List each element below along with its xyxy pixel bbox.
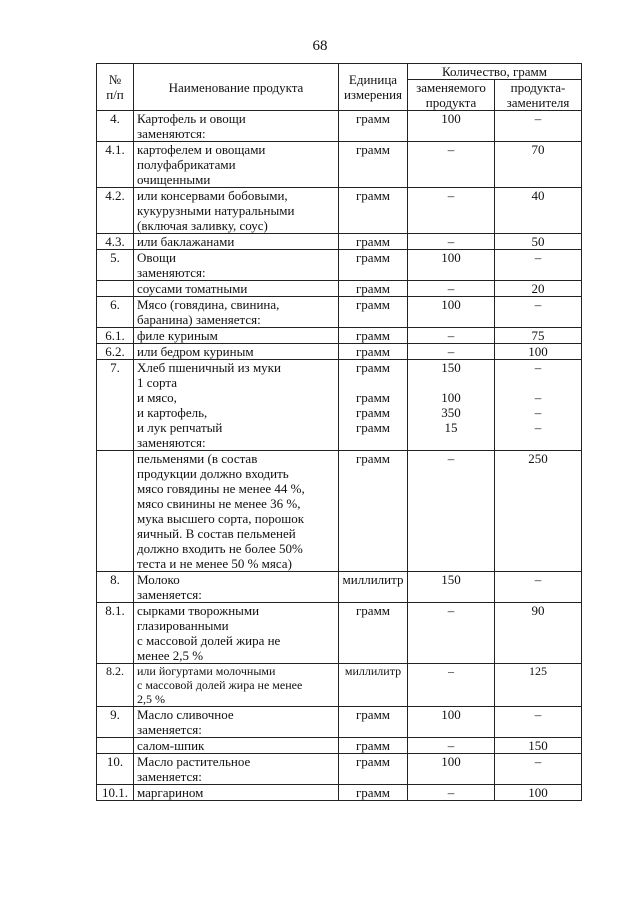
replaced-qty-value: – — [447, 281, 455, 296]
header-substitute-line2: заменителя — [506, 95, 570, 110]
substitute-qty-cell — [495, 328, 582, 344]
substitute-qty-cell — [495, 707, 582, 738]
header-unit-line1: Единица — [348, 72, 398, 87]
substitute-qty-value: – — [534, 390, 542, 405]
unit-cell — [339, 754, 408, 785]
product-name-line: полуфабрикатами — [137, 157, 236, 172]
replaced-qty-cell — [408, 297, 495, 328]
replaced-qty-value: – — [447, 344, 455, 359]
product-name-line: заменяется: — [137, 587, 202, 602]
substitute-qty-value: 100 — [528, 785, 548, 800]
product-name-line: заменяется: — [137, 769, 202, 784]
product-name-line: мясо говядины не менее 44 %, — [137, 481, 305, 496]
substitute-qty-value — [498, 375, 578, 390]
product-name-line: яичный. В состав пельменей — [137, 526, 296, 541]
product-name-cell — [134, 360, 339, 451]
table-row — [97, 707, 582, 738]
product-name-line: баранина) заменяется: — [137, 312, 261, 327]
table-row — [97, 297, 582, 328]
unit-cell — [339, 297, 408, 328]
unit-value: миллилитр — [344, 664, 402, 678]
product-name-line: с массовой долей жира не менее — [137, 678, 303, 692]
unit-value: грамм — [355, 328, 391, 343]
replaced-qty-cell — [408, 664, 495, 707]
replaced-qty-value: 350 — [441, 405, 461, 420]
unit-value: грамм — [355, 390, 391, 405]
product-name-line: и картофель, — [137, 405, 208, 420]
substitute-qty-cell — [495, 360, 582, 451]
unit-cell — [339, 111, 408, 142]
unit-value: грамм — [355, 281, 391, 296]
header-substitute — [495, 80, 582, 111]
header-unit-line2: измерения — [343, 87, 403, 102]
substitute-qty-value: 20 — [531, 281, 545, 296]
product-name-line: заменяются: — [137, 435, 206, 450]
unit-value: грамм — [355, 451, 391, 466]
product-name-line: или баклажанами — [137, 234, 235, 249]
replaced-qty-value: – — [447, 785, 455, 800]
product-name-line: и мясо, — [137, 390, 177, 405]
unit-value: грамм — [355, 754, 391, 769]
substitute-qty-cell — [495, 572, 582, 603]
product-name-cell — [134, 572, 339, 603]
replaced-qty-cell — [408, 142, 495, 188]
substitute-qty-cell — [495, 111, 582, 142]
product-name-line: Хлеб пшеничный из муки — [137, 360, 281, 375]
replaced-qty-cell — [408, 738, 495, 754]
product-name-line: глазированными — [137, 618, 229, 633]
product-name-line: очищенными — [137, 172, 211, 187]
row-number: 4. — [97, 111, 134, 142]
product-name-cell — [134, 250, 339, 281]
unit-value: миллилитр — [342, 572, 404, 587]
unit-value: грамм — [355, 297, 391, 312]
substitute-qty-value: 40 — [531, 188, 545, 203]
replaced-qty-value: – — [447, 603, 455, 618]
replaced-qty-value: – — [447, 234, 455, 249]
unit-value: грамм — [355, 344, 391, 359]
row-number: 6. — [97, 297, 134, 328]
replaced-qty-value: 100 — [441, 297, 461, 312]
substitute-qty-value: – — [534, 572, 542, 587]
replaced-qty-value: – — [447, 142, 455, 157]
product-name-cell — [134, 707, 339, 738]
replaced-qty-value: – — [447, 188, 455, 203]
product-name-line: заменяется: — [137, 722, 202, 737]
substitute-qty-value: – — [534, 297, 542, 312]
replaced-qty-value: 100 — [441, 390, 461, 405]
table-row — [97, 603, 582, 664]
unit-cell — [339, 664, 408, 707]
unit-cell — [339, 344, 408, 360]
row-number: 10.1. — [97, 785, 134, 801]
substitute-qty-value: 75 — [531, 328, 545, 343]
table-row — [97, 344, 582, 360]
row-number — [97, 738, 134, 754]
unit-value: грамм — [355, 405, 391, 420]
substitute-qty-value: – — [534, 420, 542, 435]
table-row — [97, 281, 582, 297]
product-name-line: (включая заливку, соус) — [137, 218, 268, 233]
substitute-qty-value: 100 — [528, 344, 548, 359]
product-name-line: салом-шпик — [137, 738, 205, 753]
product-name-cell — [134, 451, 339, 572]
substitute-qty-value: 250 — [528, 451, 548, 466]
row-number: 4.1. — [97, 142, 134, 188]
unit-value: грамм — [355, 111, 391, 126]
substitute-qty-cell — [495, 344, 582, 360]
product-name-line: пельменями (в состав — [137, 451, 258, 466]
unit-value: грамм — [355, 603, 391, 618]
replaced-qty-value — [411, 435, 491, 450]
product-name-line: должно входить не более 50% — [137, 541, 303, 556]
unit-value: грамм — [355, 142, 391, 157]
substitute-qty-value: – — [534, 754, 542, 769]
product-name-line: или консервами бобовыми, — [137, 188, 288, 203]
replaced-qty-value: – — [448, 664, 454, 678]
unit-value: грамм — [355, 785, 391, 800]
replaced-qty-cell — [408, 572, 495, 603]
unit-value: грамм — [355, 188, 391, 203]
replaced-qty-cell — [408, 188, 495, 234]
product-name-line: продукции должно входить — [137, 466, 289, 481]
product-name-line: Картофель и овощи — [137, 111, 246, 126]
unit-cell — [339, 785, 408, 801]
replaced-qty-cell — [408, 328, 495, 344]
replaced-qty-value: 15 — [444, 420, 458, 435]
replaced-qty-cell — [408, 250, 495, 281]
replaced-qty-cell — [408, 281, 495, 297]
unit-cell — [339, 188, 408, 234]
row-number: 6.1. — [97, 328, 134, 344]
unit-cell — [339, 360, 408, 451]
product-name-line: 1 сорта — [137, 375, 177, 390]
substitute-qty-value: 90 — [531, 603, 545, 618]
substitute-qty-value: 50 — [531, 234, 545, 249]
product-name-line: Мясо (говядина, свинина, — [137, 297, 280, 312]
table-row — [97, 572, 582, 603]
table-body — [97, 111, 582, 801]
substitute-qty-cell — [495, 250, 582, 281]
header-replaced-line2: продукта — [425, 95, 477, 110]
header-num-symbol: № — [108, 72, 122, 87]
unit-cell — [339, 572, 408, 603]
replaced-qty-value: 100 — [441, 111, 461, 126]
product-name-line: мясо свинины не менее 36 %, — [137, 496, 301, 511]
replaced-qty-cell — [408, 754, 495, 785]
unit-value — [342, 435, 404, 450]
unit-value — [342, 375, 404, 390]
product-name-line: с массовой долей жира не — [137, 633, 281, 648]
replaced-qty-cell — [408, 360, 495, 451]
product-name-cell — [134, 664, 339, 707]
replaced-qty-value: – — [447, 328, 455, 343]
product-name-line: 2,5 % — [137, 692, 165, 706]
row-number: 9. — [97, 707, 134, 738]
table-row — [97, 754, 582, 785]
replaced-qty-cell — [408, 451, 495, 572]
row-number: 8.1. — [97, 603, 134, 664]
product-name-cell — [134, 785, 339, 801]
row-number — [97, 451, 134, 572]
product-name-cell — [134, 603, 339, 664]
table-row — [97, 785, 582, 801]
substitute-qty-value: – — [534, 360, 542, 375]
header-product-name: Наименование продукта — [134, 64, 339, 111]
unit-cell — [339, 707, 408, 738]
product-name-line: или йогуртами молочными — [137, 664, 276, 678]
table-row — [97, 111, 582, 142]
product-name-cell — [134, 328, 339, 344]
substitute-qty-cell — [495, 451, 582, 572]
row-number: 5. — [97, 250, 134, 281]
product-name-cell — [134, 344, 339, 360]
unit-value: грамм — [355, 738, 391, 753]
replaced-qty-value — [411, 375, 491, 390]
unit-value: грамм — [355, 360, 391, 375]
substitute-qty-cell — [495, 664, 582, 707]
substitute-qty-value: – — [534, 405, 542, 420]
unit-cell — [339, 281, 408, 297]
product-name-line: мука высшего сорта, порошок — [137, 511, 305, 526]
product-name-cell — [134, 234, 339, 250]
substitute-qty-cell — [495, 234, 582, 250]
replaced-qty-cell — [408, 111, 495, 142]
table-row — [97, 188, 582, 234]
unit-cell — [339, 142, 408, 188]
replaced-qty-cell — [408, 785, 495, 801]
substitution-table — [96, 63, 582, 801]
page-number: 68 — [312, 38, 328, 54]
unit-value: грамм — [355, 707, 391, 722]
product-name-line: заменяются: — [137, 265, 206, 280]
unit-cell — [339, 603, 408, 664]
product-name-line: или бедром куриным — [137, 344, 254, 359]
product-name-cell — [134, 754, 339, 785]
product-name-cell — [134, 281, 339, 297]
product-name-line: Овощи — [137, 250, 176, 265]
product-name-line: соусами томатными — [137, 281, 248, 296]
replaced-qty-value: – — [447, 738, 455, 753]
unit-value: грамм — [355, 234, 391, 249]
unit-cell — [339, 250, 408, 281]
substitute-qty-cell — [495, 142, 582, 188]
unit-cell — [339, 451, 408, 572]
header-unit — [339, 64, 408, 111]
substitute-qty-cell — [495, 738, 582, 754]
product-name-cell — [134, 297, 339, 328]
replaced-qty-cell — [408, 234, 495, 250]
product-name-line: Масло растительное — [137, 754, 251, 769]
header-num-abbr: п/п — [106, 87, 124, 102]
product-name-line: сырками творожными — [137, 603, 260, 618]
header-num — [97, 64, 134, 111]
product-name-line: и лук репчатый — [137, 420, 223, 435]
header-substitute-line1: продукта- — [510, 80, 566, 95]
table-row — [97, 360, 582, 451]
substitute-qty-value: 70 — [531, 142, 545, 157]
unit-value: грамм — [355, 250, 391, 265]
row-number: 6.2. — [97, 344, 134, 360]
table-row — [97, 234, 582, 250]
table-row — [97, 664, 582, 707]
replaced-qty-value: – — [447, 451, 455, 466]
replaced-qty-cell — [408, 707, 495, 738]
substitute-qty-value: – — [534, 250, 542, 265]
replaced-qty-cell — [408, 344, 495, 360]
table-row — [97, 328, 582, 344]
product-name-line: маргарином — [137, 785, 204, 800]
substitute-qty-cell — [495, 281, 582, 297]
unit-cell — [339, 328, 408, 344]
replaced-qty-value: 150 — [441, 360, 461, 375]
substitute-qty-value: 150 — [528, 738, 548, 753]
header-replaced-line1: заменяемого — [416, 80, 486, 95]
product-name-cell — [134, 142, 339, 188]
unit-cell — [339, 234, 408, 250]
product-name-cell — [134, 111, 339, 142]
row-number — [97, 281, 134, 297]
product-name-line: менее 2,5 % — [137, 648, 204, 663]
table-row — [97, 250, 582, 281]
header-quantity: Количество, грамм — [408, 64, 582, 80]
row-number: 8.2. — [97, 664, 134, 707]
replaced-qty-value: 100 — [441, 707, 461, 722]
substitute-qty-value: – — [534, 111, 542, 126]
row-number: 4.3. — [97, 234, 134, 250]
unit-value: грамм — [355, 420, 391, 435]
product-name-line: теста и не менее 50 % мяса) — [137, 556, 292, 571]
substitute-qty-value: 125 — [529, 664, 547, 678]
header-replaced — [408, 80, 495, 111]
product-name-line: картофелем и овощами — [137, 142, 266, 157]
row-number: 10. — [97, 754, 134, 785]
product-name-cell — [134, 738, 339, 754]
substitute-qty-cell — [495, 603, 582, 664]
row-number: 4.2. — [97, 188, 134, 234]
substitute-qty-value: – — [534, 707, 542, 722]
replaced-qty-value: 100 — [441, 754, 461, 769]
substitute-qty-cell — [495, 754, 582, 785]
product-name-cell — [134, 188, 339, 234]
substitute-qty-cell — [495, 297, 582, 328]
replaced-qty-value: 150 — [441, 572, 461, 587]
product-name-line: заменяются: — [137, 126, 206, 141]
product-name-line: Масло сливочное — [137, 707, 234, 722]
product-name-line: филе куриным — [137, 328, 218, 343]
unit-cell — [339, 738, 408, 754]
product-name-line: Молоко — [137, 572, 180, 587]
substitute-qty-value — [498, 435, 578, 450]
substitute-qty-cell — [495, 188, 582, 234]
table-row — [97, 451, 582, 572]
table-row — [97, 142, 582, 188]
product-name-line: кукурузными натуральными — [137, 203, 295, 218]
replaced-qty-value: 100 — [441, 250, 461, 265]
row-number: 8. — [97, 572, 134, 603]
substitute-qty-cell — [495, 785, 582, 801]
replaced-qty-cell — [408, 603, 495, 664]
row-number: 7. — [97, 360, 134, 451]
table-row — [97, 738, 582, 754]
